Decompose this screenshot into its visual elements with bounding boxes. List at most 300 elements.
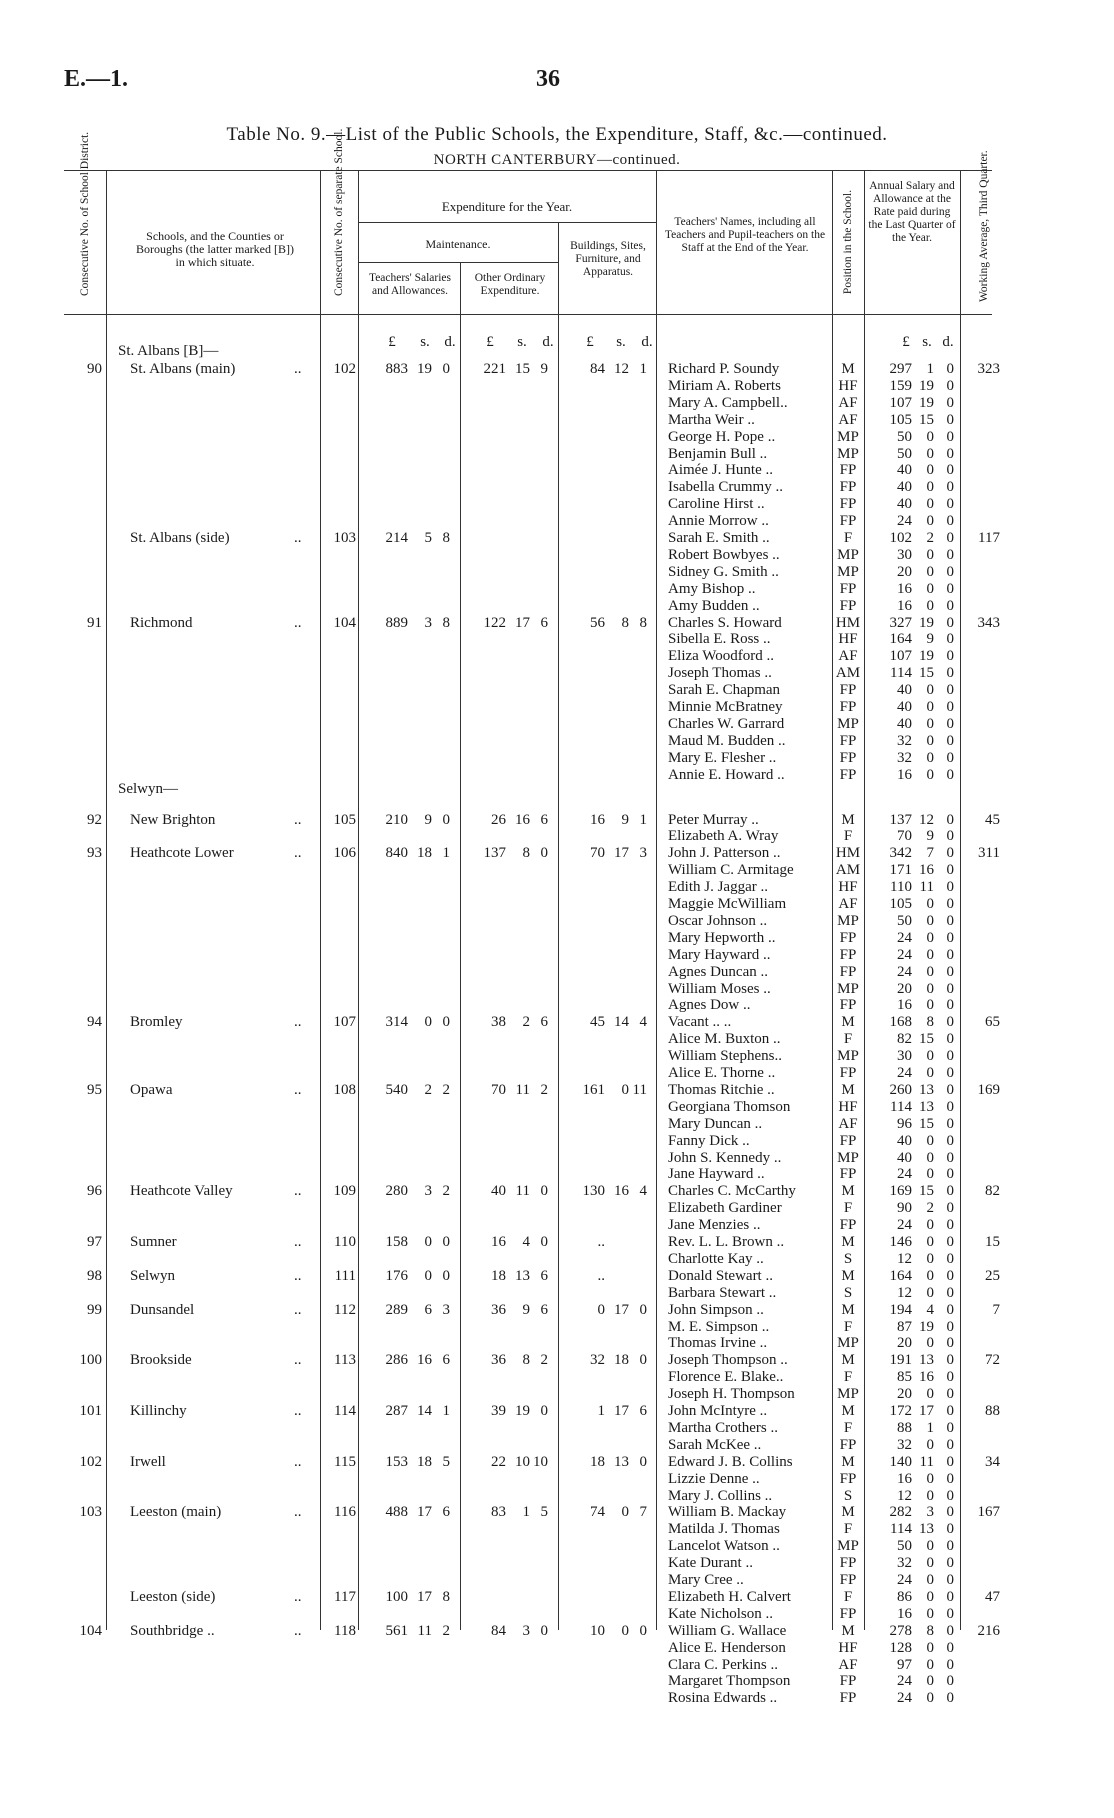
salary-pounds: 50 bbox=[897, 1538, 912, 1555]
salary-pence: 0 bbox=[946, 811, 954, 828]
teacher-name: M. E. Simpson .. bbox=[668, 1318, 770, 1335]
buildings-expenditure-pence: 11 bbox=[632, 1081, 647, 1098]
teacher-position: FP bbox=[839, 946, 857, 963]
working-average: 88 bbox=[985, 1403, 1000, 1419]
salary-shillings: 11 bbox=[919, 879, 934, 896]
other-expenditure-pounds: 16 bbox=[491, 1234, 506, 1250]
salary-pounds: 128 bbox=[889, 1639, 912, 1656]
salary-shillings: 0 bbox=[926, 1048, 934, 1065]
salary-shillings: 0 bbox=[926, 682, 934, 699]
teachers-salaries-pounds: 840 bbox=[385, 845, 408, 862]
salary-pounds: 278 bbox=[889, 1622, 912, 1639]
school-number: 108 bbox=[333, 1081, 356, 1098]
teacher-name: Edward J. B. Collins bbox=[668, 1453, 793, 1470]
teacher-name: Mary J. Collins .. bbox=[668, 1487, 773, 1504]
salary-pence: 0 bbox=[946, 1183, 954, 1200]
other-expenditure-pounds: 36 bbox=[491, 1301, 506, 1318]
school-number: 106 bbox=[333, 845, 356, 862]
school-name: Killinchy bbox=[130, 1403, 187, 1419]
salary-pounds: 30 bbox=[897, 1048, 912, 1065]
other-expenditure-pounds: 18 bbox=[491, 1267, 506, 1284]
other-expenditure-pence: 5 bbox=[540, 1504, 548, 1521]
salary-pence: 0 bbox=[946, 1369, 954, 1386]
leader-dots: .. bbox=[294, 1014, 302, 1031]
teacher-name: Florence E. Blake.. bbox=[668, 1369, 784, 1386]
leader-dots: .. bbox=[294, 1622, 302, 1639]
district-number: 90 bbox=[87, 361, 102, 377]
salary-pence: 0 bbox=[946, 1386, 954, 1403]
other-expenditure-shillings: 16 bbox=[515, 811, 530, 828]
teacher-name: John Simpson .. bbox=[668, 1301, 764, 1318]
other-expenditure-shillings: 3 bbox=[522, 1622, 530, 1639]
teacher-position: FP bbox=[839, 1065, 857, 1081]
salary-shillings: 0 bbox=[926, 1386, 934, 1403]
school-number: 104 bbox=[333, 614, 356, 631]
salary-pence: 0 bbox=[946, 997, 954, 1014]
teacher-position: FP bbox=[839, 1673, 857, 1690]
teacher-position: FP bbox=[839, 580, 857, 597]
teachers-salaries-shillings: 17 bbox=[417, 1588, 432, 1605]
salary-pounds: 24 bbox=[897, 513, 912, 530]
teachers-salaries-shillings: 5 bbox=[424, 530, 432, 546]
salary-pounds: 172 bbox=[889, 1403, 912, 1419]
teachers-salaries-pence: 6 bbox=[442, 1352, 450, 1369]
teacher-position: MP bbox=[837, 1149, 859, 1166]
teachers-salaries-shillings: 16 bbox=[417, 1352, 432, 1369]
salary-pounds: 86 bbox=[897, 1588, 912, 1605]
expenditure-rule bbox=[358, 222, 656, 223]
district-number: 96 bbox=[87, 1183, 102, 1200]
salary-pounds: 297 bbox=[889, 361, 912, 377]
teacher-name: Sibella E. Ross .. bbox=[668, 631, 771, 648]
salary-pounds: 32 bbox=[897, 749, 912, 766]
buildings-expenditure-pence: 0 bbox=[639, 1622, 647, 1639]
salary-shillings: 15 bbox=[919, 411, 934, 428]
working-average: 169 bbox=[977, 1081, 1000, 1098]
salary-pence: 0 bbox=[946, 1098, 954, 1115]
teacher-position: FP bbox=[839, 1132, 857, 1149]
teacher-position: FP bbox=[839, 766, 857, 783]
teacher-name: Barbara Stewart .. bbox=[668, 1284, 777, 1301]
salary-shillings: 12 bbox=[919, 811, 934, 828]
buildings-expenditure-pounds: 16 bbox=[590, 811, 605, 828]
teacher-position: AF bbox=[838, 1115, 858, 1132]
salary-pounds: 32 bbox=[897, 732, 912, 749]
salary-pence: 0 bbox=[946, 879, 954, 896]
teachers-salaries-pounds: 210 bbox=[385, 811, 408, 828]
other-expenditure-shillings: 1 bbox=[522, 1504, 530, 1521]
buildings-expenditure-shillings: 8 bbox=[621, 614, 629, 631]
teacher-name: Clara C. Perkins .. bbox=[668, 1656, 778, 1673]
salary-shillings: 15 bbox=[919, 665, 934, 682]
leader-dots: .. bbox=[294, 1588, 302, 1605]
teacher-name: Maud M. Budden .. bbox=[668, 732, 786, 749]
salary-pounds: 87 bbox=[897, 1318, 912, 1335]
teacher-position: FP bbox=[839, 513, 857, 530]
salary-shillings: 0 bbox=[926, 896, 934, 912]
teacher-position: FP bbox=[839, 997, 857, 1014]
teacher-name: Agnes Dow .. bbox=[668, 997, 751, 1014]
teacher-position: F bbox=[843, 1521, 853, 1538]
header-bottom-rule bbox=[64, 314, 992, 315]
other-expenditure-shillings: 9 bbox=[522, 1301, 530, 1318]
salary-pounds: 16 bbox=[897, 997, 912, 1014]
salary-pounds: 97 bbox=[897, 1656, 912, 1673]
salary-pence: 0 bbox=[946, 845, 954, 862]
teacher-name: Maggie McWilliam bbox=[668, 896, 787, 912]
district-number: 95 bbox=[87, 1081, 102, 1098]
working-average: 34 bbox=[985, 1453, 1000, 1470]
buildings-expenditure-shillings: 12 bbox=[614, 361, 629, 377]
other-expenditure-pounds: 122 bbox=[483, 614, 506, 631]
salary-pounds: 24 bbox=[897, 1690, 912, 1707]
teachers-salaries-pence: 0 bbox=[442, 1234, 450, 1250]
other-expenditure-pounds: 40 bbox=[491, 1183, 506, 1200]
teacher-position: F bbox=[843, 1369, 853, 1386]
salary-pence: 0 bbox=[946, 828, 954, 845]
salary-pounds: 12 bbox=[897, 1487, 912, 1504]
salary-pence: 0 bbox=[946, 766, 954, 783]
salary-shillings: 0 bbox=[926, 445, 934, 462]
salary-shillings: 0 bbox=[926, 597, 934, 614]
salary-shillings: 0 bbox=[926, 1132, 934, 1149]
district-number: 100 bbox=[79, 1352, 102, 1369]
salary-pounds: 114 bbox=[890, 1098, 912, 1115]
district-label: Selwyn— bbox=[118, 781, 178, 797]
salary-shillings: 0 bbox=[926, 1166, 934, 1183]
salary-pounds: 16 bbox=[897, 1605, 912, 1622]
other-expenditure-pounds: 83 bbox=[491, 1504, 506, 1521]
salary-shillings: 11 bbox=[919, 1453, 934, 1470]
salary-pounds: 20 bbox=[897, 1335, 912, 1352]
other-expenditure-pence: 0 bbox=[540, 1622, 548, 1639]
teacher-name: Georgiana Thomson bbox=[668, 1098, 791, 1115]
teacher-name: Alice M. Buxton .. bbox=[668, 1031, 781, 1048]
teachers-salaries-pounds: 176 bbox=[385, 1267, 408, 1284]
salary-shillings: 0 bbox=[926, 1065, 934, 1081]
buildings-expenditure-pence: 1 bbox=[639, 361, 647, 377]
buildings-expenditure-shillings: 0 bbox=[621, 1622, 629, 1639]
teacher-name: Martha Weir .. bbox=[668, 411, 755, 428]
buildings-expenditure-pounds: 32 bbox=[590, 1352, 605, 1369]
salary-pence: 0 bbox=[946, 1284, 954, 1301]
salary-pence: 0 bbox=[946, 1048, 954, 1065]
salary-pounds: 20 bbox=[897, 980, 912, 997]
teacher-name: Mary Hayward .. bbox=[668, 946, 771, 963]
school-name: Opawa bbox=[130, 1081, 173, 1098]
salary-shillings: 0 bbox=[926, 1250, 934, 1267]
working-average: 82 bbox=[985, 1183, 1000, 1200]
salary-shillings: 2 bbox=[926, 530, 934, 546]
teachers-salaries-pounds: 214 bbox=[385, 530, 408, 546]
teacher-position: M bbox=[841, 1183, 855, 1200]
salary-pence: 0 bbox=[946, 1605, 954, 1622]
salary-pence: 0 bbox=[946, 749, 954, 766]
salary-shillings: 0 bbox=[926, 715, 934, 732]
teacher-name: Elizabeth A. Wray bbox=[668, 828, 779, 845]
salary-pounds: 82 bbox=[897, 1031, 912, 1048]
teachers-salaries-pounds: 289 bbox=[385, 1301, 408, 1318]
buildings-expenditure-pence: 0 bbox=[639, 1301, 647, 1318]
buildings-expenditure-pence: 0 bbox=[639, 1453, 647, 1470]
teacher-name: Margaret Thompson bbox=[668, 1673, 791, 1690]
header-maintenance: Maintenance. bbox=[425, 237, 491, 251]
working-average: 216 bbox=[977, 1622, 1000, 1639]
salary-shillings: 0 bbox=[926, 462, 934, 479]
teachers-salaries-pence: 1 bbox=[442, 1403, 450, 1419]
teacher-name: Mary Duncan .. bbox=[668, 1115, 763, 1132]
teachers-salaries-shillings: 0 bbox=[424, 1234, 432, 1250]
salary-shillings: 19 bbox=[919, 1318, 934, 1335]
teachers-salaries-pence: 3 bbox=[442, 1301, 450, 1318]
teacher-name: Alice E. Thorne .. bbox=[668, 1065, 776, 1081]
salary-pounds: 194 bbox=[889, 1301, 912, 1318]
teacher-name: Benjamin Bull .. bbox=[668, 445, 768, 462]
salary-pence: 0 bbox=[946, 1419, 954, 1436]
salary-pence: 0 bbox=[946, 1250, 954, 1267]
teacher-position: FP bbox=[839, 1572, 857, 1588]
teachers-salaries-shillings: 9 bbox=[424, 811, 432, 828]
school-number: 118 bbox=[334, 1622, 356, 1639]
salary-shillings: 15 bbox=[919, 1183, 934, 1200]
other-expenditure-pounds: 137 bbox=[483, 845, 506, 862]
district-number: 93 bbox=[87, 845, 102, 862]
salary-pence: 0 bbox=[946, 597, 954, 614]
salary-shillings: 0 bbox=[926, 1690, 934, 1707]
salary-pence: 0 bbox=[946, 1403, 954, 1419]
col-divider bbox=[460, 262, 461, 1630]
salary-pounds: 191 bbox=[889, 1352, 912, 1369]
other-expenditure-pounds: 26 bbox=[491, 811, 506, 828]
salary-pence: 0 bbox=[946, 1115, 954, 1132]
teacher-position: M bbox=[841, 1234, 855, 1250]
school-number: 111 bbox=[334, 1267, 356, 1284]
salary-pence: 0 bbox=[946, 394, 954, 411]
teachers-salaries-shillings: 3 bbox=[424, 1183, 432, 1200]
teacher-position: FP bbox=[839, 732, 857, 749]
teachers-salaries-shillings: 0 bbox=[424, 1014, 432, 1031]
buildings-expenditure-pence: 8 bbox=[639, 614, 647, 631]
teacher-name: Agnes Duncan .. bbox=[668, 963, 768, 980]
teachers-salaries-shillings: 18 bbox=[417, 1453, 432, 1470]
buildings-expenditure-shillings: 17 bbox=[614, 1403, 629, 1419]
district-number: 102 bbox=[79, 1453, 102, 1470]
teacher-name: Alice E. Henderson bbox=[668, 1639, 786, 1656]
teacher-position: FP bbox=[839, 1690, 857, 1707]
buildings-expenditure-shillings: 16 bbox=[614, 1183, 629, 1200]
salary-pence: 0 bbox=[946, 1301, 954, 1318]
salary-shillings: 8 bbox=[926, 1014, 934, 1031]
salary-pence: 0 bbox=[946, 1132, 954, 1149]
teachers-salaries-pence: 8 bbox=[442, 530, 450, 546]
teacher-position: M bbox=[841, 1403, 855, 1419]
salary-shillings: 0 bbox=[926, 1605, 934, 1622]
salary-shillings: 0 bbox=[926, 513, 934, 530]
school-number: 107 bbox=[333, 1014, 356, 1031]
salary-pounds: 16 bbox=[897, 766, 912, 783]
salary-pence: 0 bbox=[946, 1318, 954, 1335]
leader-dots: .. bbox=[294, 1504, 302, 1521]
teachers-salaries-pence: 2 bbox=[442, 1081, 450, 1098]
col-divider bbox=[656, 170, 657, 1630]
teachers-salaries-shillings: 19 bbox=[417, 361, 432, 377]
salary-pence: 0 bbox=[946, 1572, 954, 1588]
buildings-expenditure-shillings: 17 bbox=[614, 1301, 629, 1318]
teacher-position: MP bbox=[837, 428, 859, 445]
salary-pounds: 164 bbox=[889, 631, 912, 648]
teacher-position: M bbox=[841, 1081, 855, 1098]
header-top-rule bbox=[64, 170, 992, 171]
salary-pounds: 137 bbox=[889, 811, 912, 828]
col-divider bbox=[358, 170, 359, 1630]
buildings-expenditure-pounds: 10 bbox=[590, 1622, 605, 1639]
working-average: 65 bbox=[985, 1014, 1000, 1031]
teacher-name: Mary E. Flesher .. bbox=[668, 749, 777, 766]
teacher-name: Sidney G. Smith .. bbox=[668, 563, 779, 580]
working-average: 343 bbox=[977, 614, 1000, 631]
leader-dots: .. bbox=[294, 1301, 302, 1318]
salary-pounds: 164 bbox=[889, 1267, 912, 1284]
other-expenditure-pence: 0 bbox=[540, 1234, 548, 1250]
buildings-expenditure-pounds: 18 bbox=[590, 1453, 605, 1470]
salary-pounds: 24 bbox=[897, 1166, 912, 1183]
teacher-name: Charlotte Kay .. bbox=[668, 1250, 764, 1267]
salary-pence: 0 bbox=[946, 862, 954, 879]
teacher-name: Annie E. Howard .. bbox=[668, 766, 785, 783]
salary-pence: 0 bbox=[946, 699, 954, 715]
teacher-name: Caroline Hirst .. bbox=[668, 496, 765, 513]
salary-pounds: 50 bbox=[897, 428, 912, 445]
teacher-name: Fanny Dick .. bbox=[668, 1132, 750, 1149]
document-id: E.—1. bbox=[64, 66, 129, 92]
salary-shillings: 13 bbox=[919, 1098, 934, 1115]
teacher-position: M bbox=[841, 1504, 855, 1521]
teacher-position: HF bbox=[838, 377, 858, 394]
teacher-name: Rev. L. L. Brown .. bbox=[668, 1234, 785, 1250]
salary-pence: 0 bbox=[946, 1081, 954, 1098]
buildings-expenditure-pounds: 161 bbox=[582, 1081, 605, 1098]
salary-pence: 0 bbox=[946, 580, 954, 597]
col-divider bbox=[320, 170, 321, 1630]
buildings-expenditure-shillings: 18 bbox=[614, 1352, 629, 1369]
teachers-salaries-pounds: 153 bbox=[385, 1453, 408, 1470]
salary-pounds: 105 bbox=[889, 411, 912, 428]
other-expenditure-pence: 6 bbox=[540, 811, 548, 828]
buildings-expenditure-pounds: 74 bbox=[590, 1504, 605, 1521]
teacher-name: Sarah E. Chapman bbox=[668, 682, 781, 699]
salary-pounds: 282 bbox=[889, 1504, 912, 1521]
teacher-name: Amy Bishop .. bbox=[668, 580, 756, 597]
teacher-name: Kate Durant .. bbox=[668, 1555, 753, 1572]
teacher-name: Joseph H. Thompson bbox=[668, 1386, 795, 1403]
buildings-expenditure-pence: 0 bbox=[639, 1352, 647, 1369]
working-average: 15 bbox=[985, 1234, 1000, 1250]
teacher-name: Matilda J. Thomas bbox=[668, 1521, 780, 1538]
school-number: 112 bbox=[334, 1301, 356, 1318]
salary-shillings: 13 bbox=[919, 1352, 934, 1369]
salary-shillings: 0 bbox=[926, 980, 934, 997]
teachers-salaries-shillings: 3 bbox=[424, 614, 432, 631]
salary-pence: 0 bbox=[946, 1656, 954, 1673]
other-expenditure-pence: 0 bbox=[540, 1403, 548, 1419]
working-average: 25 bbox=[985, 1267, 1000, 1284]
school-name: Bromley bbox=[130, 1014, 183, 1031]
salary-shillings: 0 bbox=[926, 929, 934, 946]
teacher-name: William Moses .. bbox=[668, 980, 771, 997]
leader-dots: .. bbox=[294, 1403, 302, 1419]
teacher-position: HF bbox=[838, 1098, 858, 1115]
header-expenditure: Expenditure for the Year. bbox=[441, 199, 573, 214]
salary-shillings: 0 bbox=[926, 428, 934, 445]
other-expenditure-pence: 10 bbox=[533, 1453, 548, 1470]
salary-shillings: 16 bbox=[919, 1369, 934, 1386]
teacher-position: FP bbox=[839, 462, 857, 479]
teacher-name: Joseph Thompson .. bbox=[668, 1352, 788, 1369]
teacher-name: Lancelot Watson .. bbox=[668, 1538, 780, 1555]
school-name: Irwell bbox=[130, 1453, 166, 1470]
salary-pence: 0 bbox=[946, 1166, 954, 1183]
district-number: 91 bbox=[87, 614, 102, 631]
district-number: 98 bbox=[87, 1267, 102, 1284]
salary-shillings: 15 bbox=[919, 1031, 934, 1048]
salary-pence: 0 bbox=[946, 1335, 954, 1352]
salary-pounds: 20 bbox=[897, 1386, 912, 1403]
salary-shillings: 0 bbox=[926, 546, 934, 563]
salary-pounds: 24 bbox=[897, 1065, 912, 1081]
salary-pounds: 327 bbox=[889, 614, 912, 631]
salary-pence: 0 bbox=[946, 682, 954, 699]
header-teachers-salaries: Teachers' Salaries and Allowances. bbox=[368, 272, 452, 297]
salary-pounds: 102 bbox=[889, 530, 912, 546]
other-expenditure-pence: 9 bbox=[540, 361, 548, 377]
salary-pence: 0 bbox=[946, 1014, 954, 1031]
salary-pence: 0 bbox=[946, 648, 954, 665]
teacher-position: AF bbox=[838, 411, 858, 428]
other-expenditure-pence: 6 bbox=[540, 1014, 548, 1031]
school-name: Sumner bbox=[130, 1234, 177, 1250]
salary-pounds: 50 bbox=[897, 912, 912, 929]
salary-pence: 0 bbox=[946, 1267, 954, 1284]
salary-shillings: 13 bbox=[919, 1081, 934, 1098]
salary-pounds: 168 bbox=[889, 1014, 912, 1031]
salary-shillings: 0 bbox=[926, 699, 934, 715]
teacher-position: M bbox=[841, 1352, 855, 1369]
teacher-position: MP bbox=[837, 546, 859, 563]
teachers-salaries-pounds: 540 bbox=[385, 1081, 408, 1098]
teacher-position: MP bbox=[837, 445, 859, 462]
region-title: NORTH CANTERBURY—continued. bbox=[433, 152, 681, 168]
header-salary: Annual Salary and Allowance at the Rate paid during the Last Quarter of the Year. bbox=[868, 180, 956, 244]
teacher-position: MP bbox=[837, 715, 859, 732]
salary-shillings: 0 bbox=[926, 997, 934, 1014]
teacher-name: Donald Stewart .. bbox=[668, 1267, 773, 1284]
salary-shillings: 0 bbox=[926, 1470, 934, 1487]
teachers-salaries-pence: 0 bbox=[442, 811, 450, 828]
other-expenditure-pence: 0 bbox=[540, 845, 548, 862]
school-number: 116 bbox=[334, 1504, 356, 1521]
school-name: Leeston (side) bbox=[130, 1588, 216, 1605]
salary-pounds: 32 bbox=[897, 1555, 912, 1572]
teacher-position: FP bbox=[839, 1166, 857, 1183]
teacher-name: Amy Budden .. bbox=[668, 597, 760, 614]
salary-shillings: 0 bbox=[926, 1436, 934, 1453]
buildings-expenditure-pounds: .. bbox=[597, 1267, 605, 1284]
salary-pounds: 40 bbox=[897, 496, 912, 513]
other-expenditure-pence: 6 bbox=[540, 614, 548, 631]
teacher-name: Isabella Crummy .. bbox=[668, 479, 783, 496]
salary-pounds: 20 bbox=[897, 563, 912, 580]
salary-shillings: 0 bbox=[926, 749, 934, 766]
